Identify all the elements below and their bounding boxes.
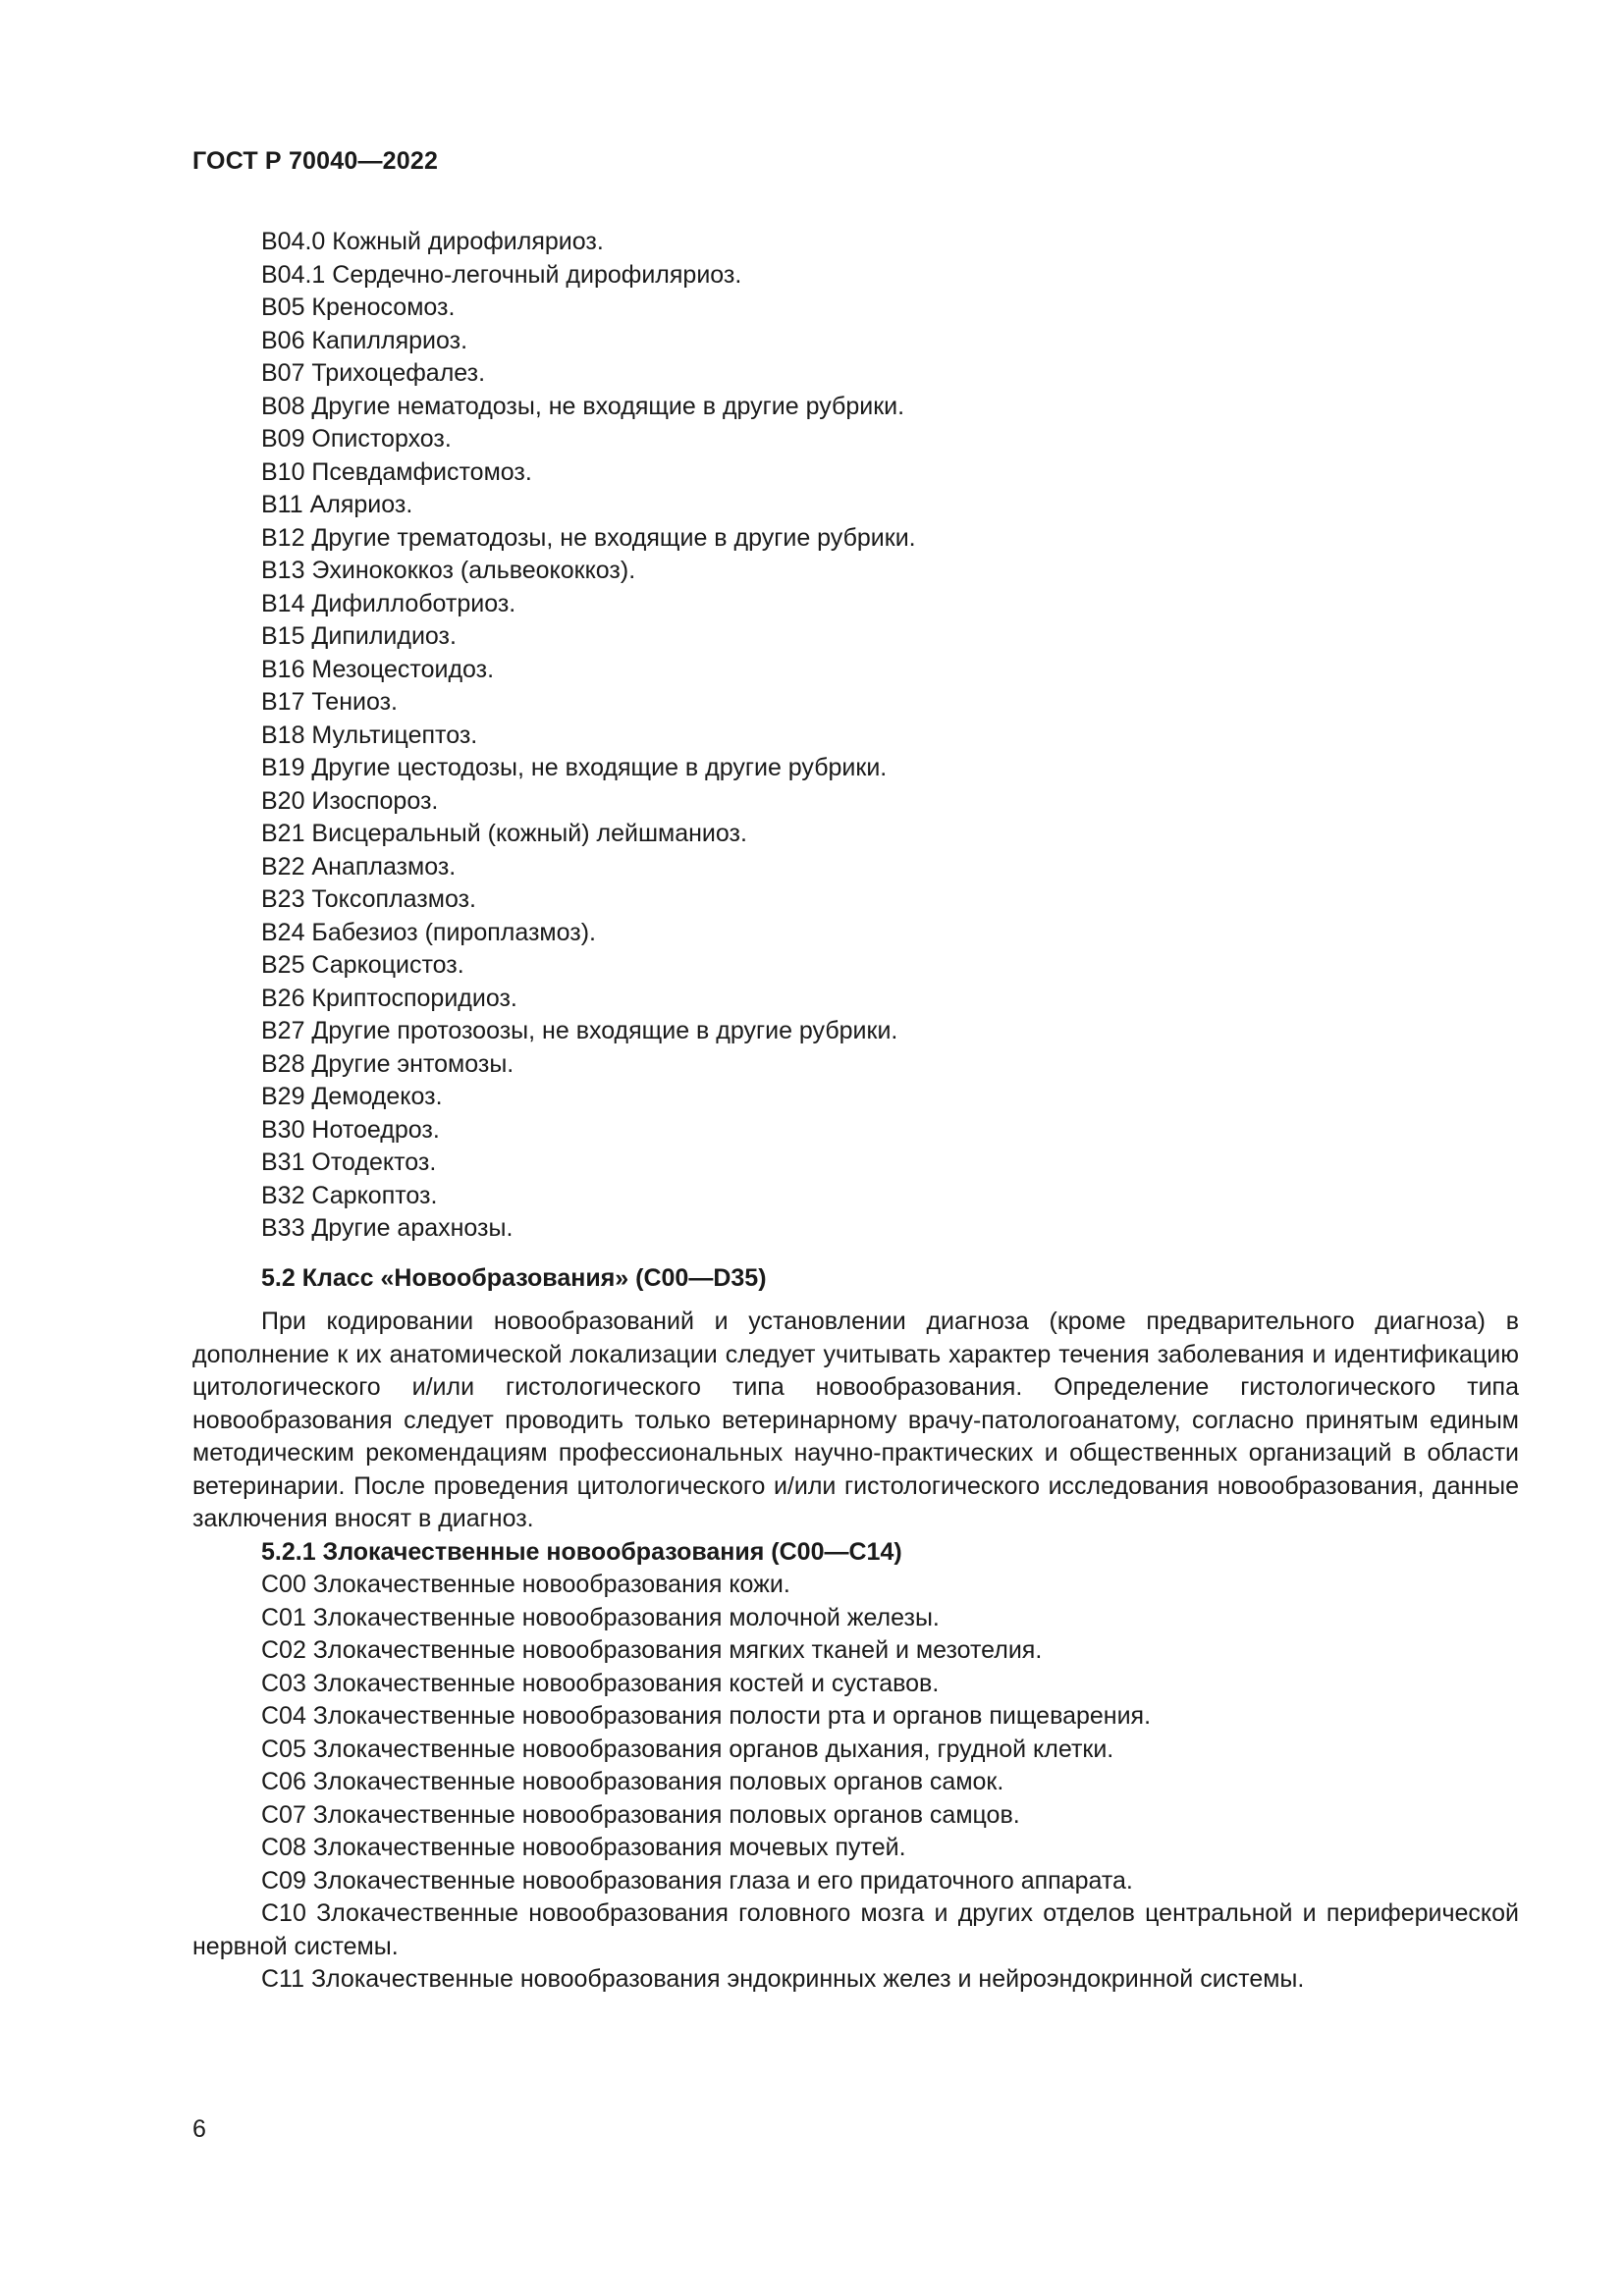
list-item: B24 Бабезиоз (пироплазмоз). [261,918,596,946]
list-item: B22 Анаплазмоз. [261,852,457,881]
list-item: B10 Псевдамфистомоз. [261,457,532,486]
list-item: C04 Злокачественные новообразования полости рта и органов пищеварения. [261,1702,1152,1730]
list-item: B13 Эхинококкоз (альвеококкоз). [261,557,636,584]
page-content [192,226,1519,1997]
list-item: B29 Демодекоз. [261,1083,443,1110]
list-item: B19 Другие цестодозы, не входящие в другие рубрики. [261,754,888,781]
list-item: B17 Тениоз. [261,688,399,716]
list-item: B21 Висцеральный (кожный) лейшманиоз. [261,820,747,847]
list-item: C08 Злокачественные новообразования мочевых путей. [261,1834,906,1861]
list-item: B32 Саркоптоз. [261,1181,438,1209]
list-item: C09 Злокачественные новообразования глаза и его придаточного аппарата. [261,1866,1133,1895]
b-code-list [192,226,1519,1246]
list-item: B16 Мезоцестоидоз. [261,655,495,683]
list-item: B06 Капилляриоз. [261,326,468,354]
section-paragraph: При кодировании новообразований и установлении диагноза (кроме предварительного диагноза) в дополнение к их анатомической локализации следует учитывать характер течения заболевания и идентификацию цитологического и/или гистологического типа новообразования. Определение гистологического типа новообразования следует проводить только ветеринарному врачу-патологоанатому, согласно принятым единым методическим рекомендациям профессиональных научно-практических и общественных организаций в области ветеринарии. После проведения цитологического и/или гистологического исследования новообразования, данные заключения вносят в диагноз. [192,1308,1519,1532]
list-item: C11 Злокачественные новообразования эндокринных желез и нейроэндокринной системы. [261,1965,1305,1993]
subsection-heading: 5.2.1 Злокачественные новообразования (C00—C14) [261,1537,902,1566]
list-item: B27 Другие протозоозы, не входящие в другие рубрики. [261,1017,898,1044]
list-item: B07 Трихоцефалез. [261,359,486,387]
list-item: C05 Злокачественные новообразования органов дыхания, грудной клетки. [261,1735,1114,1763]
list-item: B12 Другие трематодозы, не входящие в другие рубрики. [261,523,916,552]
list-item: B31 Отодектоз. [261,1148,437,1176]
list-item: B04.0 Кожный дирофиляриоз. [261,228,604,255]
list-item: B09 Описторхоз. [261,425,452,453]
list-item: C06 Злокачественные новообразования половых органов самок. [261,1768,1004,1795]
list-item: C02 Злокачественные новообразования мягких тканей и мезотелия. [261,1636,1043,1664]
list-item: C03 Злокачественные новообразования костей и суставов. [261,1669,940,1697]
list-item: B30 Нотоедроз. [261,1115,440,1144]
list-item: C10 Злокачественные новообразования головного мозга и других отделов центральной и периферической нервной системы. [192,1899,1519,1960]
list-item: C00 Злокачественные новообразования кожи. [261,1571,790,1598]
list-item: B33 Другие арахнозы. [261,1214,514,1242]
list-item: B26 Криптоспоридиоз. [261,984,517,1012]
list-item: B05 Креносомоз. [261,294,456,321]
list-item: B20 Изоспороз. [261,786,439,815]
list-item: C07 Злокачественные новообразования половых органов самцов. [261,1800,1020,1829]
c-code-list [192,1569,1519,1997]
list-item: B28 Другие энтомозы. [261,1049,514,1078]
list-item: B18 Мультицептоз. [261,721,478,749]
list-item: C01 Злокачественные новообразования молочной железы. [261,1603,940,1631]
list-item: B08 Другие нематодозы, не входящие в другие рубрики. [261,392,905,420]
list-item: B23 Токсоплазмоз. [261,885,476,913]
list-item: B15 Дипилидиоз. [261,622,457,650]
document-header: ГОСТ Р 70040—2022 [192,147,439,175]
list-item: B14 Дифиллоботриоз. [261,589,516,617]
list-item: B11 Аляриоз. [261,491,413,518]
list-item: B25 Саркоцистоз. [261,951,464,979]
list-item: B04.1 Сердечно-легочный дирофиляриоз. [261,260,742,289]
section-heading: 5.2 Класс «Новообразования» (C00—D35) [261,1263,767,1292]
page-number: 6 [192,2115,206,2143]
